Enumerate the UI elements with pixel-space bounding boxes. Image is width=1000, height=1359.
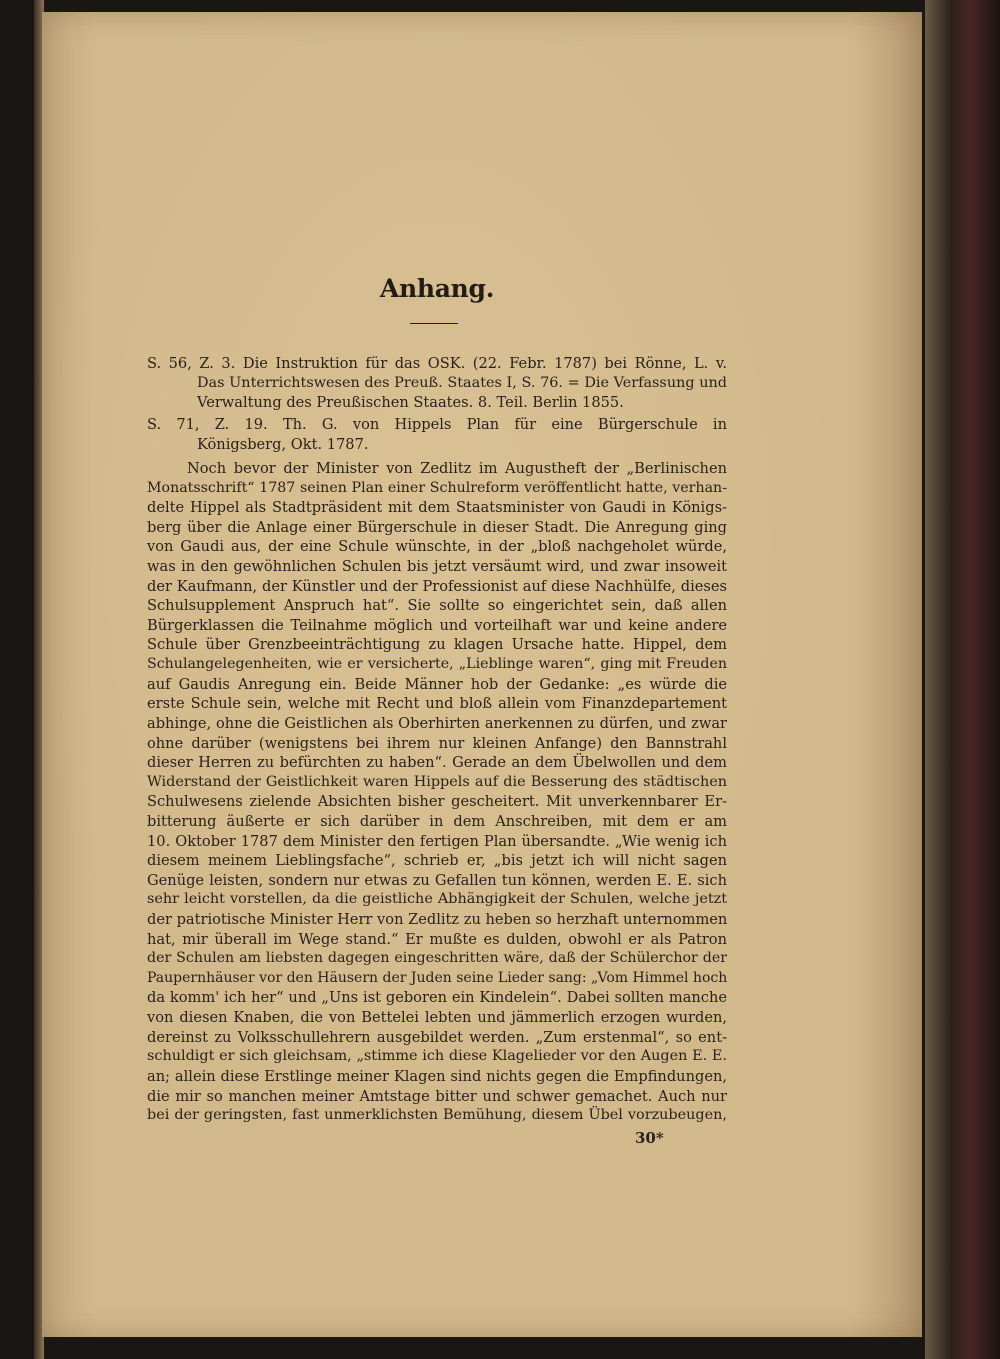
body-line: Schulwesens zielende Absichten bisher gescheitert. Mit unverkennbarer Er- [147, 793, 727, 811]
reference-line: Das Unterrichtswesen des Preuß. Staates I, S. 76. = Die Verfassung und [197, 374, 727, 391]
body-line: Genüge leisten, sondern nur etwas zu Gefallen tun können, werden E. E. sich [147, 871, 727, 889]
body-line: ohne darüber (wenigstens bei ihrem nur kleinen Anfange) den Bannstrahl [147, 734, 727, 752]
heading-rule [410, 323, 458, 324]
page-number: 30* [635, 1129, 664, 1147]
body-line: von Gaudi aus, der eine Schule wünschte, in der „bloß nachgeholet würde, [147, 538, 727, 556]
body-line: erste Schule sein, welche mit Recht und bloß allein vom Finanzdepartement [147, 695, 727, 713]
reference-entry-2 [147, 415, 727, 454]
body-line: schuldigt er sich gleichsam, „stimme ich diese Klagelieder vor den Augen E. E. [147, 1048, 727, 1065]
body-line: berg über die Anlage einer Bürgerschule in dieser Stadt. Die Anregung ging [147, 518, 727, 536]
reference-line: S. 71, Z. 19. Th. G. von Hippels Plan für eine Bürgerschule in [147, 416, 727, 433]
body-line: abhinge, ohne die Geistlichen als Oberhirten anerkennen zu dürfen, und zwar [147, 714, 727, 732]
body-line: der Kaufmann, der Künstler und der Professionist auf diese Nachhülfe, dieses [147, 577, 727, 595]
reference-line: Königsberg, Okt. 1787. [197, 435, 369, 453]
body-line: sehr leicht vorstellen, da die geistliche Abhängigkeit der Schulen, welche jetzt [147, 891, 727, 908]
body-line: an; allein diese Erstlinge meiner Klagen sind nichts gegen die Empfindungen, [147, 1067, 727, 1085]
body-line: diesem meinem Lieblingsfache“, schrieb er, „bis jetzt ich will nicht sagen [147, 852, 727, 870]
reference-entry-1 [147, 354, 727, 413]
body-line: bei der geringsten, fast unmerklichsten Bemühung, diesem Übel vorzubeugen, [147, 1107, 727, 1124]
body-line: die mir so manchen meiner Amtstage bitter und schwer gemachet. Auch nur [147, 1087, 727, 1105]
body-line: Noch bevor der Minister von Zedlitz im Augustheft der „Berlinischen [187, 460, 727, 477]
body-line: Schulsupplement Anspruch hat“. Sie sollte so eingerichtet sein, daß allen [147, 597, 727, 615]
body-line: delte Hippel als Stadtpräsident mit dem Staatsminister von Gaudi in Königs- [147, 499, 727, 517]
body-line: Bürgerklassen die Teilnahme möglich und vorteilhaft war und keine andere [147, 616, 727, 634]
body-line: der patriotische Minister Herr von Zedlitz zu heben so herzhaft unternommen [147, 911, 728, 929]
section-heading: Anhang. [379, 274, 495, 303]
body-line: Paupernhäuser vor den Häusern der Juden seine Lieder sang: „Vom Himmel hoch [147, 969, 728, 986]
body-line: dereinst zu Volksschullehrern ausgebildet werden. „Zum erstenmal“, so ent- [147, 1028, 727, 1046]
body-line: hat, mir überall im Wege stand.“ Er mußte es dulden, obwohl er als Patron [147, 930, 727, 948]
body-line: da komm' ich her“ und „Uns ist geboren ein Kindelein“. Dabei sollten manche [147, 989, 727, 1007]
body-line: Schule über Grenzbeeinträchtigung zu klagen Ursache hatte. Hippel, dem [147, 636, 727, 654]
body-line: Monatsschrift“ 1787 seinen Plan einer Schulreform veröffentlicht hatte, verhan- [147, 479, 727, 496]
body-line: Widerstand der Geistlichkeit waren Hippels auf die Besserung des städtischen [147, 773, 727, 790]
body-line: bitterung äußerte er sich darüber in dem Anschreiben, mit dem er am [147, 812, 727, 830]
body-paragraph [147, 459, 727, 1126]
body-line: 10. Oktober 1787 dem Minister den fertigen Plan übersandte. „Wie wenig ich [147, 832, 727, 850]
body-line: auf Gaudis Anregung ein. Beide Männer hob der Gedanke: „es würde die [147, 675, 727, 693]
body-line: von diesen Knaben, die von Bettelei lebten und jämmerlich erzogen wurden, [147, 1009, 727, 1027]
body-line: dieser Herren zu befürchten zu haben“. Gerade an dem Übelwollen und dem [147, 754, 727, 772]
body-line: was in den gewöhnlichen Schulen bis jetzt versäumt wird, und zwar insoweit [147, 558, 727, 576]
body-line: der Schulen am liebsten dagegen eingeschritten wäre, daß der Schülerchor der [147, 950, 727, 967]
book-cover-edge [925, 0, 1000, 1359]
reference-line: S. 56, Z. 3. Die Instruktion für das OSK. (22. Febr. 1787) bei Rönne, L. v. [147, 355, 727, 372]
reference-line: Verwaltung des Preußischen Staates. 8. Teil. Berlin 1855. [197, 394, 624, 412]
body-line: Schulangelegenheiten, wie er versicherte, „Lieblinge waren“, ging mit Freuden [147, 656, 727, 673]
